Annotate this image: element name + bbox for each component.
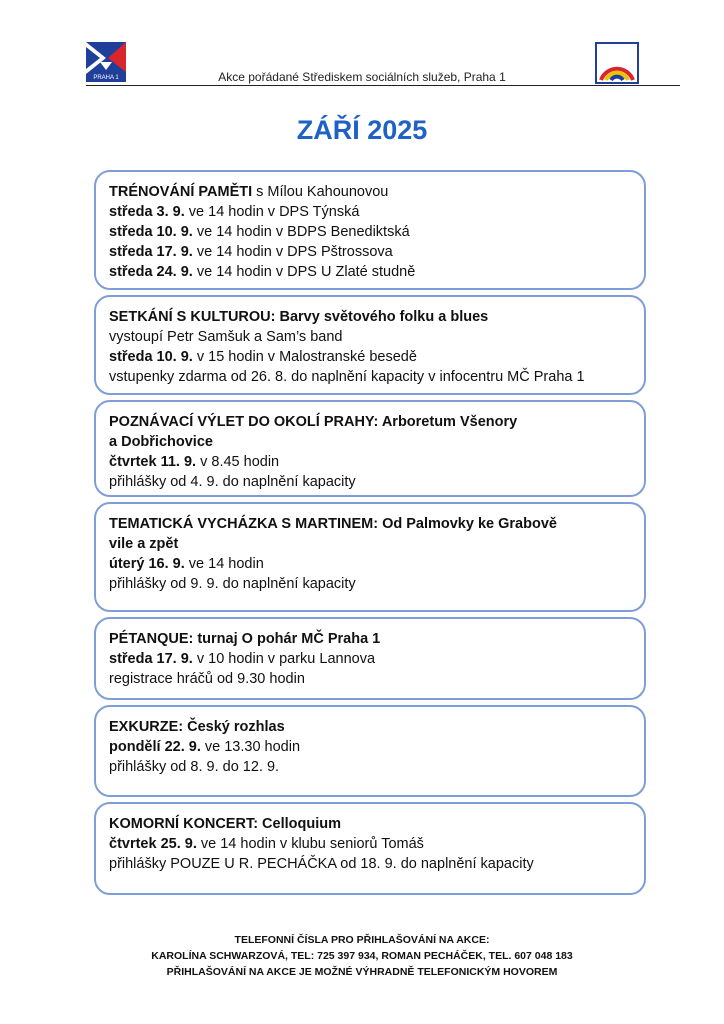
event-text: přihlášky od 8. 9. do 12. 9. [109, 759, 280, 775]
event-text: v 10 hodin v parku Lannova [192, 651, 376, 667]
event-line [109, 222, 631, 242]
event-line [109, 262, 631, 282]
footer-line-2: KAROLÍNA SCHWARZOVÁ, TEL: 725 397 934, ROMAN PECHÁČEK, TEL. 607 048 183 [151, 950, 573, 962]
event-box [94, 802, 646, 895]
event-line [109, 472, 631, 492]
event-box [94, 617, 646, 700]
event-bold-text: středa 24. 9. [109, 264, 193, 280]
event-text: v 8.45 hodin [196, 454, 280, 470]
event-title [109, 412, 631, 432]
event-line [109, 534, 631, 554]
event-line [109, 737, 631, 757]
event-title [109, 814, 631, 834]
event-line [109, 757, 631, 777]
event-text: ve 14 hodin v DPS U Zlaté studně [192, 264, 416, 280]
event-bold-text: úterý 16. 9. [109, 556, 185, 572]
page-title: ZÁŘÍ 2025 [296, 115, 428, 145]
praha1-logo-text: PRAHA 1 [93, 75, 119, 81]
event-title [109, 629, 631, 649]
event-text: ve 14 hodin v DPS Pštrossova [192, 244, 393, 260]
event-box [94, 502, 646, 612]
event-text: ve 13.30 hodin [200, 739, 301, 755]
event-line [109, 854, 631, 874]
event-text: s Mílou Kahounovou [252, 184, 389, 200]
event-line [109, 554, 631, 574]
event-box [94, 295, 646, 395]
event-title [109, 182, 631, 202]
footer-line-1: TELEFONNÍ ČÍSLA PRO PŘIHLAŠOVÁNÍ NA AKCE: [234, 934, 490, 946]
event-bold-text: středa 17. 9. [109, 244, 193, 260]
event-bold-text: vile a zpět [109, 536, 179, 552]
event-text: ve 14 hodin v klubu seniorů Tomáš [196, 836, 424, 852]
event-title [109, 717, 631, 737]
event-text: ve 14 hodin v DPS Týnská [184, 204, 360, 220]
footer-line-3: PŘIHLAŠOVÁNÍ NA AKCE JE MOŽNÉ VÝHRADNĚ TELEFONICKÝM HOVOREM [166, 966, 558, 978]
event-line [109, 669, 631, 689]
event-bold-text: PÉTANQUE: turnaj O pohár MČ Praha 1 [109, 631, 381, 647]
event-line [109, 367, 631, 387]
event-bold-text: středa 17. 9. [109, 651, 193, 667]
header-divider [86, 85, 680, 86]
event-bold-text: KOMORNÍ KONCERT: Celloquium [109, 816, 341, 832]
event-line [109, 327, 631, 347]
event-title [109, 307, 631, 327]
social-services-logo [595, 42, 639, 84]
event-bold-text: EXKURZE: Český rozhlas [109, 719, 285, 735]
event-bold-text: středa 10. 9. [109, 349, 193, 365]
event-title [109, 514, 631, 534]
event-bold-text: středa 10. 9. [109, 224, 193, 240]
event-text: vstupenky zdarma od 26. 8. do naplnění kapacity v infocentru MČ Praha 1 [109, 369, 585, 385]
event-text: přihlášky od 4. 9. do naplnění kapacity [109, 474, 356, 490]
event-line [109, 649, 631, 669]
event-text: ve 14 hodin v BDPS Benediktská [192, 224, 410, 240]
event-text: registrace hráčů od 9.30 hodin [109, 671, 305, 687]
event-text: přihlášky POUZE U R. PECHÁČKA od 18. 9. do naplnění kapacity [109, 856, 534, 872]
event-text: přihlášky od 9. 9. do naplnění kapacity [109, 576, 356, 592]
event-text: v 15 hodin v Malostranské besedě [192, 349, 417, 365]
header-text: Akce pořádané Střediskem sociálních služeb, Praha 1 [218, 70, 506, 84]
event-bold-text: čtvrtek 11. 9. [109, 454, 197, 470]
event-text: vystoupí Petr Samšuk a Sam’s band [109, 329, 343, 345]
event-line [109, 242, 631, 262]
footer [0, 932, 724, 980]
event-line [109, 574, 631, 594]
event-bold-text: pondělí 22. 9. [109, 739, 201, 755]
event-line [109, 432, 631, 452]
event-bold-text: čtvrtek 25. 9. [109, 836, 197, 852]
event-bold-text: POZNÁVACÍ VÝLET DO OKOLÍ PRAHY: Arboretum Všenory [109, 414, 518, 430]
event-bold-text: TEMATICKÁ VYCHÁZKA S MARTINEM: Od Palmovky ke Grabově [109, 516, 557, 532]
event-box [94, 705, 646, 797]
event-line [109, 834, 631, 854]
event-bold-text: TRÉNOVÁNÍ PAMĚTI [109, 184, 253, 200]
event-line [109, 202, 631, 222]
event-text: ve 14 hodin [184, 556, 264, 572]
event-line [109, 452, 631, 472]
event-line [109, 347, 631, 367]
event-bold-text: SETKÁNÍ S KULTUROU: Barvy světového folku a blues [109, 309, 489, 325]
page-header [0, 0, 724, 90]
event-box [94, 170, 646, 290]
event-bold-text: středa 3. 9. [109, 204, 185, 220]
event-box [94, 400, 646, 497]
event-bold-text: a Dobřichovice [109, 434, 213, 450]
